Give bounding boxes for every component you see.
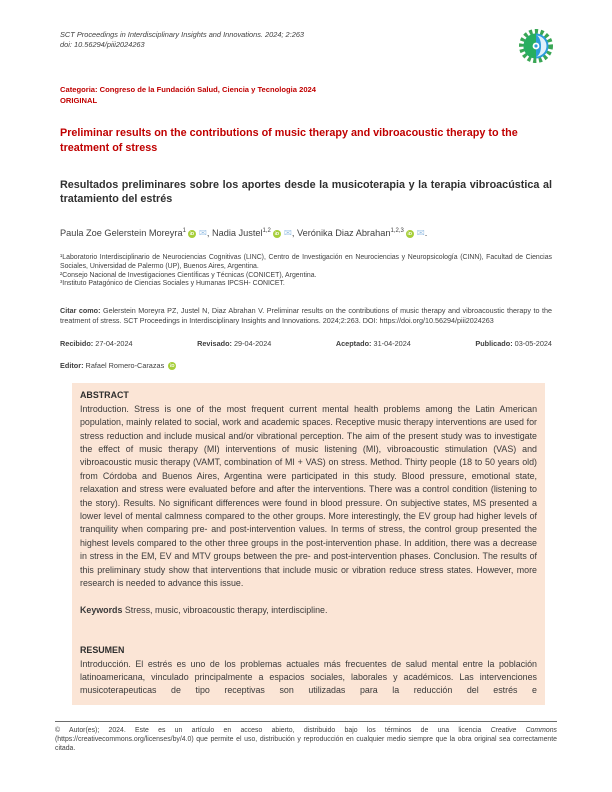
author-affiliation-sup: 1,2,3 [390, 228, 404, 235]
author-affiliation-sup: 1 [182, 228, 186, 235]
category-block [60, 85, 552, 106]
resumen-heading: RESUMEN [80, 645, 125, 656]
citation-label: Citar como: [60, 306, 101, 315]
mail-icon[interactable]: ✉ [283, 228, 292, 240]
orcid-icon[interactable]: iD [170, 363, 175, 369]
date-accepted: Aceptado: 31-04-2024 [335, 339, 411, 349]
article-type: ORIGINAL [60, 95, 98, 105]
author-name: Verónika Diaz Abrahan [296, 228, 391, 239]
affiliation-item: ¹Laboratorio Interdisciplinario de Neurociencias Cognitivas (LINC), Centro de Investigación en Neurociencias y Neuropsicología (CINN), Facultad de Ciencias Sociales, Universidad de Palermo (UP), Buenos Aires, Argentina. [60, 254, 552, 270]
title-spanish: Resultados preliminares sobre los aportes desde la musicoterapia y la terapia vibroacústica al tratamiento del estrés [60, 178, 552, 206]
journal-logo-icon [514, 26, 558, 68]
author-name: Nadia Justel [211, 228, 263, 239]
affiliations [60, 254, 552, 289]
category-line: Categoria: Congreso de la Fundación Salud, Ciencia y Tecnologia 2024 [60, 85, 316, 94]
mail-icon[interactable]: ✉ [198, 228, 207, 240]
journal-meta [60, 30, 304, 50]
orcid-icon[interactable]: iD [189, 231, 195, 237]
orcid-icon[interactable]: iD [274, 231, 280, 237]
title-english: Preliminar results on the contributions of music therapy and vibroacoustic therapy to the treatment of stress [60, 127, 518, 154]
journal-title-line: SCT Proceedings in Interdisciplinary Insights and Innovations. 2024; 2:263 [60, 30, 305, 39]
resumen-body: Introducción. El estrés es uno de los problemas actuales más frecuentes de salud mental entre la población latinoamericana, vinculado principalmente a espacios sociales, laborales y académicos. Las intervenciones musicoterapeuticas de tipo receptivas son utilizadas para la reducción del estrés e [80, 658, 537, 696]
footer-text-start: © Autor(es); 2024. Este es un artículo en acceso abierto, distribuido bajo los términos de una licencia [55, 727, 491, 734]
editor-line [60, 361, 552, 370]
author-separator: . [424, 228, 428, 239]
license-footer [55, 721, 557, 754]
abstract-body: Introduction. Stress is one of the most frequent current mental health problems among the Latin American population, mainly related to social, work and academic spaces. Receptive music therapy interventions are used for stress reduction and include musical and/or vibrational perception. The aim of the present study was to investigate the effect of music therapy (MI) interventions of music listening (MI), vibroacoustic stimulation (VAS) and vibroacoustic music therapy (VAMT, combination of MI + VAS) on stress. Method. Thirty people (18 to 50 years old) from Córdoba and Buenos Aires, Argentina were participated in this study. Blood pressure, emotional state, relaxation and stress were evaluated before and after the interventions. There was a control condition (listening to the story). Results. No significant differences were found in blood pressure. On subjective states, MS presented a lower level of mental calmness compared to the other groups. More interestingly, the EV group had higher levels of tranquility when comparing pre- and post-intervention values. In terms of stress, the control group presented the highest levels compared to the other three groups in the post-intervention phase. In addition, there was a decrease in stress in the EM, EV and MTV groups between the pre- and post-intervention phases. Conclusion. The results of this preliminary study show that interventions that include music or vibration reduce stress states. However, more research is needed to advance this issue. [80, 403, 537, 589]
editor-label: Editor: [60, 361, 84, 371]
abstract-heading: ABSTRACT [80, 390, 129, 401]
doi-line: doi: 10.56294/piii2024263 [60, 40, 145, 49]
citation-text: Gelerstein Moreyra PZ, Justel N, Diaz Abrahan V. Preliminar results on the contributions of music therapy and vibroacoustic therapy to the treatment of stress. SCT Proceedings in Interdisciplinary Insights and Innovations. 2024;2:263. DOI: https://doi.org/10.56294/piii2024263 [60, 306, 552, 325]
affiliation-item: ³Instituto Patagónico de Ciencias Sociales y Humanas IPCSH- CONICET. [60, 280, 285, 288]
date-received: Recibido: 27-04-2024 [60, 339, 133, 349]
citation-block [60, 306, 552, 325]
author-name: Paula Zoe Gelerstein Moreyra [60, 228, 183, 239]
keywords-label: Keywords [80, 604, 123, 615]
date-published: Publicado: 03-05-2024 [475, 339, 552, 349]
author-affiliation-sup: 1,2 [262, 228, 271, 235]
keywords-line [80, 604, 537, 617]
footer-text-end: (https://creativecommons.org/licenses/by/4.0) que permite el uso, distribución y reproducción en cualquier medio siempre que la obra original sea correctamente citada. [55, 736, 557, 753]
dates-row [60, 339, 552, 348]
mail-icon[interactable]: ✉ [416, 228, 425, 240]
orcid-icon[interactable]: iD [407, 231, 413, 237]
date-revised: Revisado: 29-04-2024 [197, 339, 272, 349]
footer-license-name: Creative Commons [490, 727, 557, 734]
page-header [60, 30, 552, 68]
affiliation-item: ²Consejo Nacional de Investigaciones Científicas y Técnicas (CONICET), Argentina. [60, 271, 317, 279]
keywords-text: Stress, music, vibroacoustic therapy, interdiscipline. [122, 604, 328, 615]
abstract-resumen-box [72, 383, 545, 704]
authors-line [60, 228, 552, 239]
editor-name: Rafael Romero-Carazas [83, 361, 167, 371]
author-separator: , [206, 228, 212, 239]
author-separator: , [291, 228, 297, 239]
